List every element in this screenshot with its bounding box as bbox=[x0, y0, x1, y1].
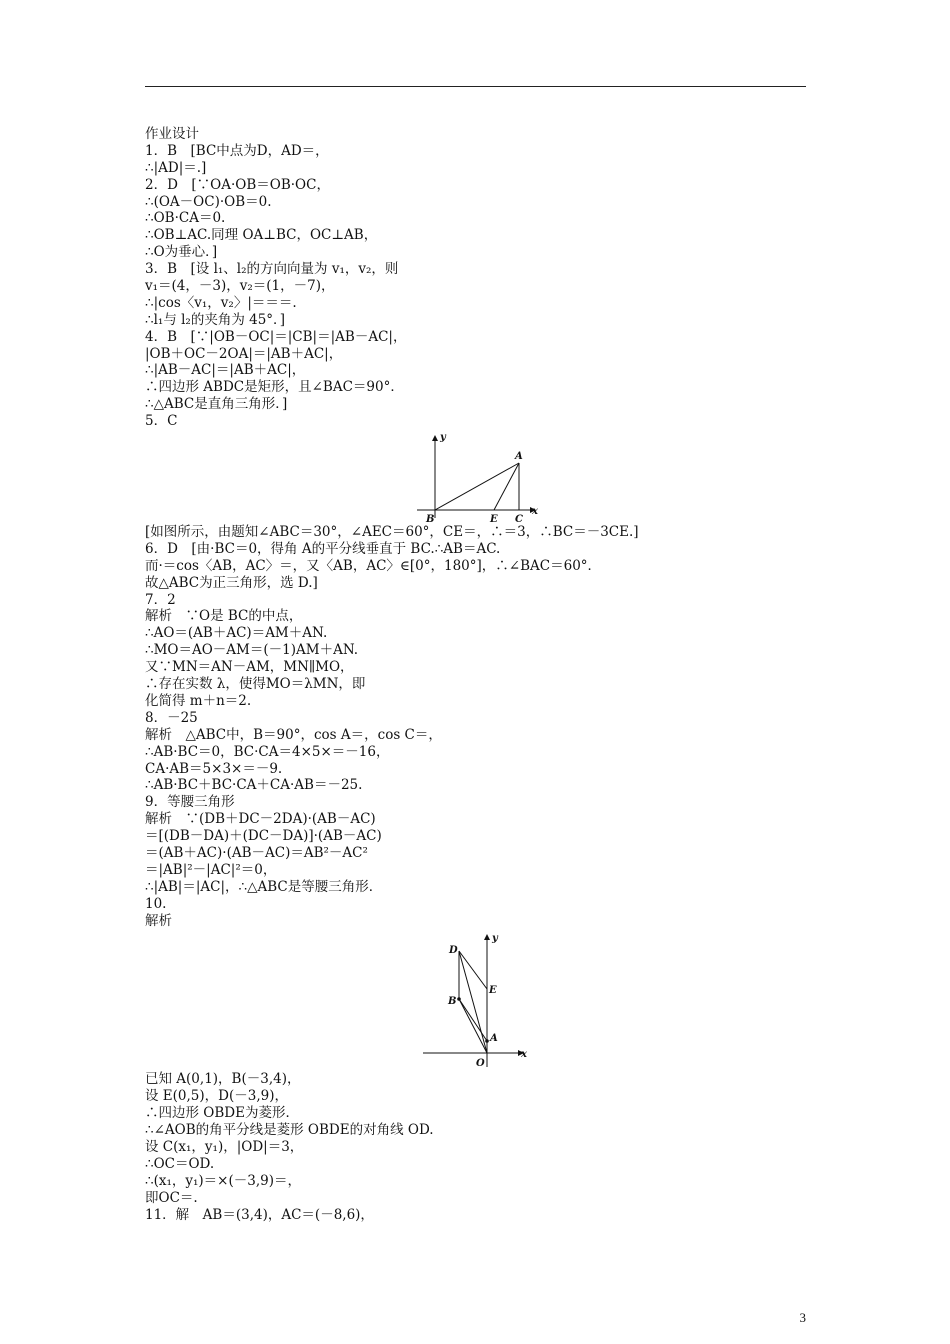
text-line: ＝[(DB－DA)＋(DC－DA)]·(AB－AC) bbox=[145, 828, 382, 845]
text-line: ∴(x₁，y₁)＝×(－3,9)＝， bbox=[145, 1172, 302, 1189]
x-axis-label: x bbox=[521, 1049, 527, 1061]
text-line: ∴OB·CA＝0. bbox=[145, 210, 226, 227]
text-line: 化简得 m＋n＝2. bbox=[145, 692, 252, 709]
text-line: 7．2 bbox=[145, 591, 176, 608]
text-line: 11．解 AB＝(3,4)，AC＝(－8,6)， bbox=[145, 1206, 374, 1223]
text-line: [如图所示，由题知∠ABC＝30°，∠AEC＝60°，CE＝，∴＝3，∴BC＝－3CE.] bbox=[145, 524, 639, 541]
y-axis-label: y bbox=[492, 933, 498, 945]
text-line: 2．D [∵OA·OB＝OB·OC， bbox=[145, 176, 330, 193]
text-line: 8．－25 bbox=[145, 709, 198, 726]
page-number: 3 bbox=[799, 1310, 806, 1325]
point-label: E bbox=[490, 514, 498, 525]
text-line: ∴∠AOB的角平分线是菱形 OBDE的对角线 OD. bbox=[145, 1122, 434, 1139]
rhombus-figure-2 bbox=[145, 929, 815, 1071]
point-label: O bbox=[476, 1058, 485, 1070]
text-line: CA·AB＝5×3×＝－9. bbox=[145, 760, 283, 777]
text-line: ∴O为垂心．] bbox=[145, 244, 218, 261]
text-line: 设 C(x₁，y₁)，|OD|＝3， bbox=[145, 1138, 304, 1155]
text-line: ＝|AB|²－|AC|²＝0， bbox=[145, 861, 277, 878]
point-label: B bbox=[426, 514, 435, 525]
text-line: 解析 △ABC中，B＝90°，cos A＝，cos C＝， bbox=[145, 726, 442, 743]
section-title: 作业设计 bbox=[145, 126, 199, 142]
text-line: ∴|AB－AC|＝|AB＋AC|， bbox=[145, 362, 306, 379]
text-line: v₁＝(4，－3)，v₂＝(1，－7)， bbox=[145, 278, 335, 295]
text-line: ∴OB⊥AC.同理 OA⊥BC，OC⊥AB， bbox=[145, 227, 378, 244]
text-line: |OB＋OC－2OA|＝|AB＋AC|， bbox=[145, 345, 343, 362]
text-line: 又∵MN＝AN－AM，MN∥MO， bbox=[145, 659, 354, 676]
segment-de bbox=[459, 951, 487, 989]
text-line: 9．等腰三角形 bbox=[145, 794, 235, 811]
text-line: ∴|cos〈v₁，v₂〉|＝＝＝. bbox=[145, 294, 297, 311]
point-label: E bbox=[489, 985, 497, 997]
point-a-dot bbox=[485, 1040, 489, 1044]
text-line: ∴△ABC是直角三角形．] bbox=[145, 396, 288, 413]
text-line: ∴MO＝AO－AM＝(－1)AM＋AN. bbox=[145, 642, 359, 659]
text-line: 解析 ∵O是 BC的中点， bbox=[145, 608, 303, 625]
segment-bo bbox=[459, 999, 487, 1053]
text-line: ∴|AD|＝.] bbox=[145, 159, 207, 176]
point-label: B bbox=[448, 996, 457, 1008]
text-line: ∴AB·BC＝0，BC·CA＝4×5×＝－16， bbox=[145, 743, 390, 760]
text-line: 已知 A(0,1)，B(－3,4)， bbox=[145, 1071, 301, 1088]
text-line: 解析 ∵(DB＋DC－2DA)·(AB－AC) bbox=[145, 811, 376, 828]
text-line: ∴AB·BC＋BC·CA＋CA·AB＝－25. bbox=[145, 777, 363, 794]
point-b-dot bbox=[457, 998, 461, 1002]
text-line: 1．B [BC中点为D，AD＝， bbox=[145, 142, 329, 159]
text-line: 解析 bbox=[145, 912, 172, 929]
text-line: 4．B [∵|OB－OC|＝|CB|＝|AB－AC|， bbox=[145, 328, 407, 345]
text-line: 10. bbox=[145, 895, 167, 912]
text-line: 而·＝cos〈AB，AC〉＝，又〈AB，AC〉∈[0°，180°]，∴∠BAC＝60°． bbox=[145, 557, 602, 574]
header-rule bbox=[145, 86, 806, 87]
segment-ba bbox=[459, 999, 487, 1041]
text-line: ∴OC＝OD. bbox=[145, 1155, 215, 1172]
point-label: A bbox=[515, 451, 523, 463]
text-line: ∴|AB|＝|AC|，∴△ABC是等腰三角形． bbox=[145, 878, 383, 895]
y-axis-label: y bbox=[440, 432, 446, 444]
text-line: ∴四边形 ABDC是矩形，且∠BAC＝90°． bbox=[145, 379, 404, 396]
text-line: ∴四边形 OBDE为菱形． bbox=[145, 1105, 299, 1122]
point-label: D bbox=[449, 945, 458, 957]
text-line: ∴AO＝(AB＋AC)＝AM＋AN. bbox=[145, 625, 328, 642]
solution-body bbox=[145, 126, 815, 1223]
point-label: C bbox=[515, 514, 523, 525]
triangle-diagram bbox=[411, 430, 551, 524]
rhombus-diagram bbox=[419, 929, 539, 1071]
point-label: A bbox=[490, 1033, 498, 1045]
text-line: 3．B [设 l₁、l₂的方向向量为 v₁，v₂，则 bbox=[145, 261, 399, 278]
diagonal-do bbox=[459, 951, 487, 1053]
text-line: ∴l₁与 l₂的夹角为 45°．] bbox=[145, 311, 286, 328]
text-line: ∴(OA－OC)·OB＝0. bbox=[145, 193, 272, 210]
text-line: 设 E(0,5)，D(－3,9)， bbox=[145, 1088, 288, 1105]
text-line: 即OC＝. bbox=[145, 1189, 198, 1206]
text-line: ∴存在实数 λ，使得MO＝λMN，即 bbox=[145, 676, 366, 693]
x-axis-label: x bbox=[532, 506, 538, 518]
text-line: ＝(AB＋AC)·(AB－AC)＝AB²－AC² bbox=[145, 844, 368, 861]
text-line: 6．D [由·BC＝0，得角 A的平分线垂直于 BC.∴AB＝AC. bbox=[145, 540, 501, 557]
text-line: 5．C bbox=[145, 413, 178, 430]
triangle-figure-1 bbox=[145, 430, 815, 524]
text-line: 故△ABC为正三角形，选 D.] bbox=[145, 574, 318, 591]
